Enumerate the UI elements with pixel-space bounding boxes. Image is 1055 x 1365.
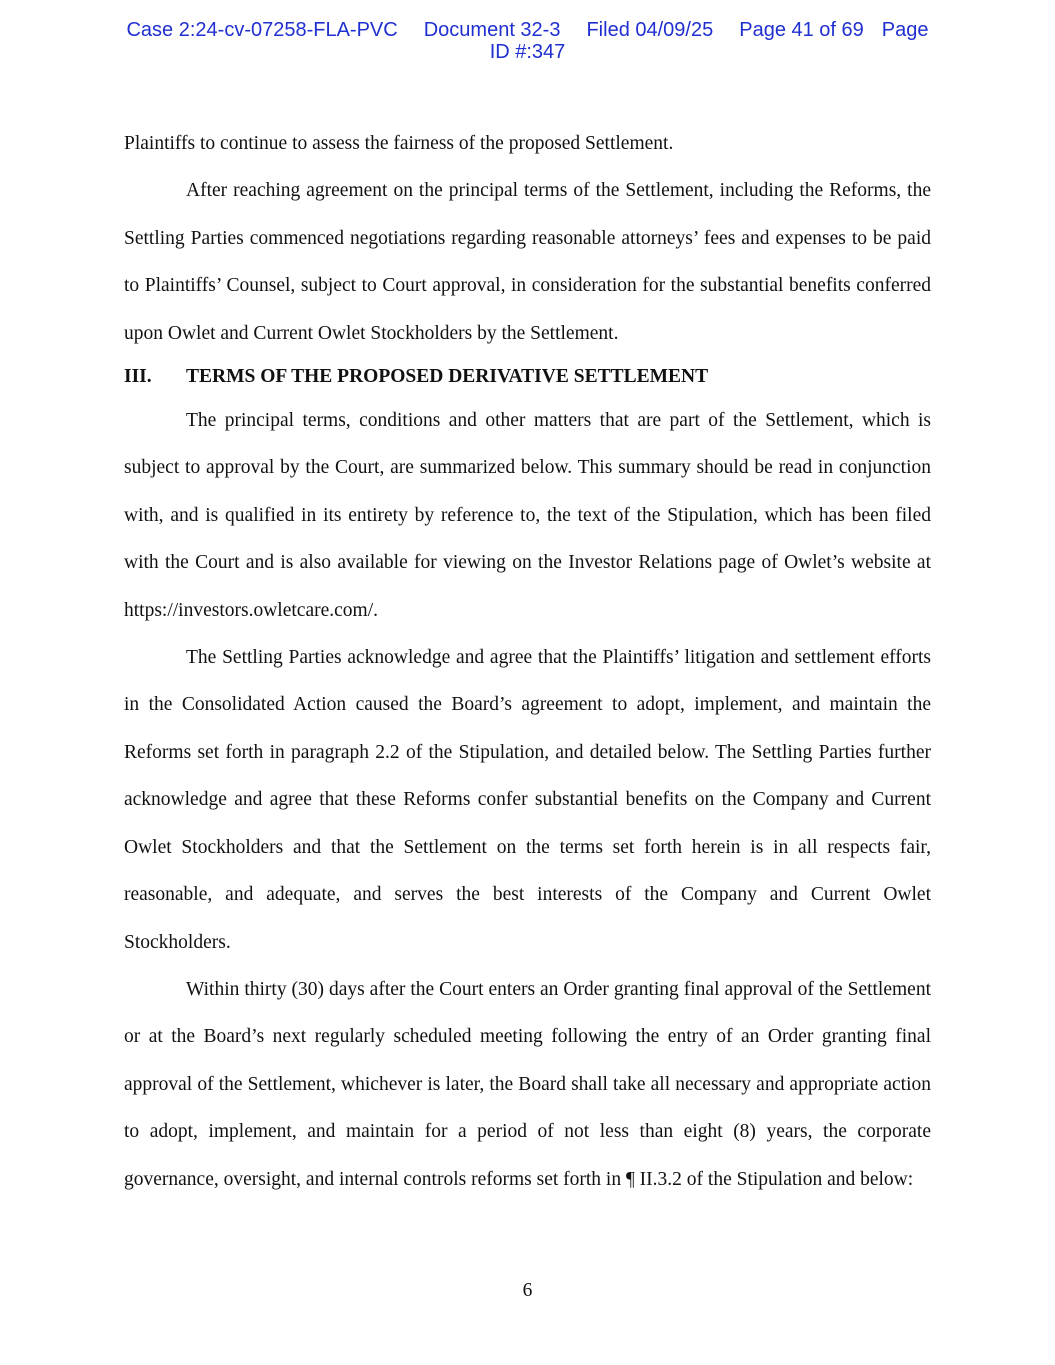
document-number: Document 32-3: [423, 19, 561, 41]
document-body: [124, 120, 931, 1203]
page-count: Page 41 of 69: [739, 19, 864, 41]
section-number: III.: [124, 366, 152, 388]
section-title: TERMS OF THE PROPOSED DERIVATIVE SETTLEMENT: [186, 366, 709, 388]
paragraph: Plaintiffs to continue to assess the fairness of the proposed Settlement.: [124, 133, 674, 154]
paragraph: After reaching agreement on the principal terms of the Settlement, including the Reforms, the Settling Parties commenced negotiations regarding reasonable attorneys’ fees and expenses to be paid to Plaintiffs’ Counsel, subject to Court approval, in consideration for the substantial benefits conferred upon Owlet and Current Owlet Stockholders by the Settlement.: [124, 180, 931, 344]
filed-date: Filed 04/09/25: [586, 19, 714, 41]
paragraph: The Settling Parties acknowledge and agree that the Plaintiffs’ litigation and settlement efforts in the Consolidated Action caused the Board’s agreement to adopt, implement, and maintain the Reforms set forth in paragraph 2.2 of the Stipulation, and detailed below. The Settling Parties further acknowledge and agree that these Reforms confer substantial benefits on the Company and Current Owlet Stockholders and that the Settlement on the terms set forth herein is in all respects fair, reasonable, and adequate, and serves the best interests of the Company and Current Owlet Stockholders.: [124, 647, 931, 953]
paragraph: The principal terms, conditions and other matters that are part of the Settlement, which is subject to approval by the Court, are summarized below. This summary should be read in conjunction with, and is qualified in its entirety by reference to, the text of the Stipulation, which has been filed with the Court and is also available for viewing on the Investor Relations page of Owlet’s website at https://investors.owletcare.com/.: [124, 410, 931, 621]
court-filing-header: [0, 19, 1055, 63]
paragraph: Within thirty (30) days after the Court enters an Order granting final approval of the Settlement or at the Board’s next regularly scheduled meeting following the entry of an Order granting final approval of the Settlement, whichever is later, the Board shall take all necessary and appropriate action to adopt, implement, and maintain for a period of not less than eight (8) years, the corporate governance, oversight, and internal controls reforms set forth in ¶ II.3.2 of the Stipulation and below:: [124, 978, 931, 1190]
page-number: 6: [522, 1280, 533, 1301]
case-number: Case 2:24-cv-07258-FLA-PVC: [126, 19, 398, 41]
page-label: Page: [881, 19, 929, 41]
page-id: ID #:347: [489, 41, 566, 63]
section-heading: [124, 357, 931, 397]
